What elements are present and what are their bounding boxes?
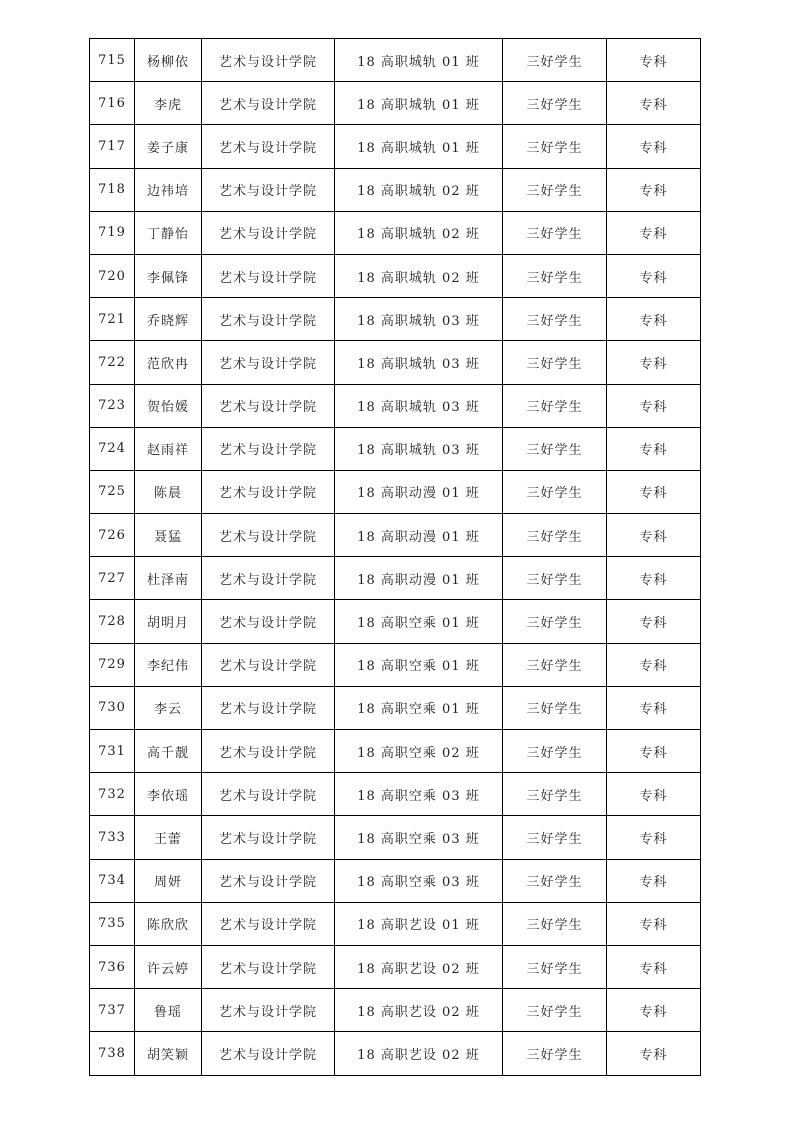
student-name-cell: 李虎	[135, 82, 202, 125]
education-level-cell: 专科	[607, 989, 701, 1032]
college-cell: 艺术与设计学院	[202, 125, 335, 168]
class-cell: 18 高职城轨 03 班	[335, 341, 503, 384]
college-cell: 艺术与设计学院	[202, 82, 335, 125]
table-row	[90, 427, 701, 470]
student-name-cell: 边祎培	[135, 168, 202, 211]
class-cell: 18 高职城轨 02 班	[335, 211, 503, 254]
class-cell: 18 高职空乘 03 班	[335, 773, 503, 816]
honor-title-cell: 三好学生	[503, 125, 607, 168]
row-number-cell: 723	[90, 384, 135, 427]
row-number-cell: 722	[90, 341, 135, 384]
honor-title-cell: 三好学生	[503, 773, 607, 816]
student-name-cell: 姜子康	[135, 125, 202, 168]
class-cell: 18 高职动漫 01 班	[335, 514, 503, 557]
education-level-cell: 专科	[607, 341, 701, 384]
honor-title-cell: 三好学生	[503, 730, 607, 773]
class-cell: 18 高职城轨 03 班	[335, 427, 503, 470]
table-body	[90, 39, 701, 1076]
college-cell: 艺术与设计学院	[202, 384, 335, 427]
education-level-cell: 专科	[607, 514, 701, 557]
row-number-cell: 735	[90, 902, 135, 945]
student-name-cell: 王蕾	[135, 816, 202, 859]
class-cell: 18 高职空乘 03 班	[335, 859, 503, 902]
class-cell: 18 高职艺设 01 班	[335, 902, 503, 945]
row-number-cell: 736	[90, 945, 135, 988]
class-cell: 18 高职城轨 01 班	[335, 39, 503, 82]
student-name-cell: 贺怡媛	[135, 384, 202, 427]
table-row	[90, 168, 701, 211]
class-cell: 18 高职空乘 01 班	[335, 686, 503, 729]
education-level-cell: 专科	[607, 298, 701, 341]
row-number-cell: 728	[90, 600, 135, 643]
college-cell: 艺术与设计学院	[202, 773, 335, 816]
row-number-cell: 730	[90, 686, 135, 729]
row-number-cell: 724	[90, 427, 135, 470]
college-cell: 艺术与设计学院	[202, 211, 335, 254]
education-level-cell: 专科	[607, 211, 701, 254]
education-level-cell: 专科	[607, 773, 701, 816]
college-cell: 艺术与设计学院	[202, 341, 335, 384]
class-cell: 18 高职艺设 02 班	[335, 989, 503, 1032]
education-level-cell: 专科	[607, 686, 701, 729]
row-number-cell: 738	[90, 1032, 135, 1075]
table-row	[90, 945, 701, 988]
student-name-cell: 陈晨	[135, 470, 202, 513]
college-cell: 艺术与设计学院	[202, 902, 335, 945]
honor-title-cell: 三好学生	[503, 298, 607, 341]
education-level-cell: 专科	[607, 125, 701, 168]
class-cell: 18 高职城轨 03 班	[335, 384, 503, 427]
row-number-cell: 727	[90, 557, 135, 600]
row-number-cell: 721	[90, 298, 135, 341]
row-number-cell: 731	[90, 730, 135, 773]
honor-title-cell: 三好学生	[503, 816, 607, 859]
education-level-cell: 专科	[607, 168, 701, 211]
table-row	[90, 39, 701, 82]
class-cell: 18 高职城轨 03 班	[335, 298, 503, 341]
student-name-cell: 胡笑颖	[135, 1032, 202, 1075]
row-number-cell: 718	[90, 168, 135, 211]
table-row	[90, 298, 701, 341]
student-name-cell: 杨柳依	[135, 39, 202, 82]
class-cell: 18 高职空乘 02 班	[335, 730, 503, 773]
table-row	[90, 125, 701, 168]
college-cell: 艺术与设计学院	[202, 298, 335, 341]
class-cell: 18 高职城轨 01 班	[335, 82, 503, 125]
education-level-cell: 专科	[607, 1032, 701, 1075]
college-cell: 艺术与设计学院	[202, 1032, 335, 1075]
table-row	[90, 254, 701, 297]
education-level-cell: 专科	[607, 902, 701, 945]
honor-title-cell: 三好学生	[503, 945, 607, 988]
table-row	[90, 514, 701, 557]
table-row	[90, 730, 701, 773]
student-name-cell: 李依瑶	[135, 773, 202, 816]
table-row	[90, 989, 701, 1032]
education-level-cell: 专科	[607, 39, 701, 82]
education-level-cell: 专科	[607, 816, 701, 859]
table-row	[90, 773, 701, 816]
college-cell: 艺术与设计学院	[202, 470, 335, 513]
education-level-cell: 专科	[607, 427, 701, 470]
honor-title-cell: 三好学生	[503, 211, 607, 254]
honor-title-cell: 三好学生	[503, 168, 607, 211]
table-row	[90, 82, 701, 125]
education-level-cell: 专科	[607, 384, 701, 427]
student-name-cell: 李云	[135, 686, 202, 729]
college-cell: 艺术与设计学院	[202, 39, 335, 82]
class-cell: 18 高职动漫 01 班	[335, 470, 503, 513]
table-row	[90, 557, 701, 600]
row-number-cell: 732	[90, 773, 135, 816]
class-cell: 18 高职空乘 03 班	[335, 816, 503, 859]
honor-title-cell: 三好学生	[503, 427, 607, 470]
table-row	[90, 686, 701, 729]
honor-title-cell: 三好学生	[503, 39, 607, 82]
honor-title-cell: 三好学生	[503, 341, 607, 384]
student-name-cell: 李纪伟	[135, 643, 202, 686]
class-cell: 18 高职城轨 02 班	[335, 254, 503, 297]
honor-title-cell: 三好学生	[503, 859, 607, 902]
college-cell: 艺术与设计学院	[202, 945, 335, 988]
education-level-cell: 专科	[607, 643, 701, 686]
education-level-cell: 专科	[607, 600, 701, 643]
student-name-cell: 周妍	[135, 859, 202, 902]
education-level-cell: 专科	[607, 557, 701, 600]
honor-title-cell: 三好学生	[503, 470, 607, 513]
college-cell: 艺术与设计学院	[202, 514, 335, 557]
student-name-cell: 许云婷	[135, 945, 202, 988]
college-cell: 艺术与设计学院	[202, 816, 335, 859]
student-name-cell: 范欣冉	[135, 341, 202, 384]
college-cell: 艺术与设计学院	[202, 859, 335, 902]
honor-title-cell: 三好学生	[503, 254, 607, 297]
row-number-cell: 734	[90, 859, 135, 902]
education-level-cell: 专科	[607, 254, 701, 297]
class-cell: 18 高职动漫 01 班	[335, 557, 503, 600]
college-cell: 艺术与设计学院	[202, 686, 335, 729]
table-row	[90, 600, 701, 643]
college-cell: 艺术与设计学院	[202, 643, 335, 686]
honor-title-cell: 三好学生	[503, 82, 607, 125]
honor-title-cell: 三好学生	[503, 902, 607, 945]
table-row	[90, 902, 701, 945]
row-number-cell: 716	[90, 82, 135, 125]
class-cell: 18 高职艺设 02 班	[335, 1032, 503, 1075]
row-number-cell: 725	[90, 470, 135, 513]
education-level-cell: 专科	[607, 470, 701, 513]
row-number-cell: 717	[90, 125, 135, 168]
honor-title-cell: 三好学生	[503, 514, 607, 557]
education-level-cell: 专科	[607, 82, 701, 125]
college-cell: 艺术与设计学院	[202, 427, 335, 470]
table-row	[90, 816, 701, 859]
table-row	[90, 384, 701, 427]
row-number-cell: 719	[90, 211, 135, 254]
college-cell: 艺术与设计学院	[202, 600, 335, 643]
honor-title-cell: 三好学生	[503, 643, 607, 686]
education-level-cell: 专科	[607, 859, 701, 902]
student-name-cell: 胡明月	[135, 600, 202, 643]
student-name-cell: 杜泽南	[135, 557, 202, 600]
student-name-cell: 高千靓	[135, 730, 202, 773]
table-row	[90, 1032, 701, 1075]
row-number-cell: 720	[90, 254, 135, 297]
table-row	[90, 859, 701, 902]
education-level-cell: 专科	[607, 730, 701, 773]
row-number-cell: 733	[90, 816, 135, 859]
student-name-cell: 赵雨祥	[135, 427, 202, 470]
class-cell: 18 高职艺设 02 班	[335, 945, 503, 988]
student-name-cell: 丁静怡	[135, 211, 202, 254]
row-number-cell: 737	[90, 989, 135, 1032]
class-cell: 18 高职城轨 02 班	[335, 168, 503, 211]
table-row	[90, 643, 701, 686]
student-name-cell: 陈欣欣	[135, 902, 202, 945]
row-number-cell: 715	[90, 39, 135, 82]
honor-title-cell: 三好学生	[503, 686, 607, 729]
table-row	[90, 470, 701, 513]
student-name-cell: 聂猛	[135, 514, 202, 557]
college-cell: 艺术与设计学院	[202, 989, 335, 1032]
college-cell: 艺术与设计学院	[202, 168, 335, 211]
table-row	[90, 211, 701, 254]
class-cell: 18 高职城轨 01 班	[335, 125, 503, 168]
honor-title-cell: 三好学生	[503, 1032, 607, 1075]
class-cell: 18 高职空乘 01 班	[335, 600, 503, 643]
honor-title-cell: 三好学生	[503, 600, 607, 643]
honor-title-cell: 三好学生	[503, 989, 607, 1032]
student-name-cell: 鲁瑶	[135, 989, 202, 1032]
honor-title-cell: 三好学生	[503, 557, 607, 600]
college-cell: 艺术与设计学院	[202, 557, 335, 600]
class-cell: 18 高职空乘 01 班	[335, 643, 503, 686]
honor-title-cell: 三好学生	[503, 384, 607, 427]
student-name-cell: 乔晓辉	[135, 298, 202, 341]
student-name-cell: 李佩锋	[135, 254, 202, 297]
education-level-cell: 专科	[607, 945, 701, 988]
row-number-cell: 729	[90, 643, 135, 686]
award-list-table	[89, 38, 701, 1076]
college-cell: 艺术与设计学院	[202, 730, 335, 773]
college-cell: 艺术与设计学院	[202, 254, 335, 297]
row-number-cell: 726	[90, 514, 135, 557]
table-row	[90, 341, 701, 384]
